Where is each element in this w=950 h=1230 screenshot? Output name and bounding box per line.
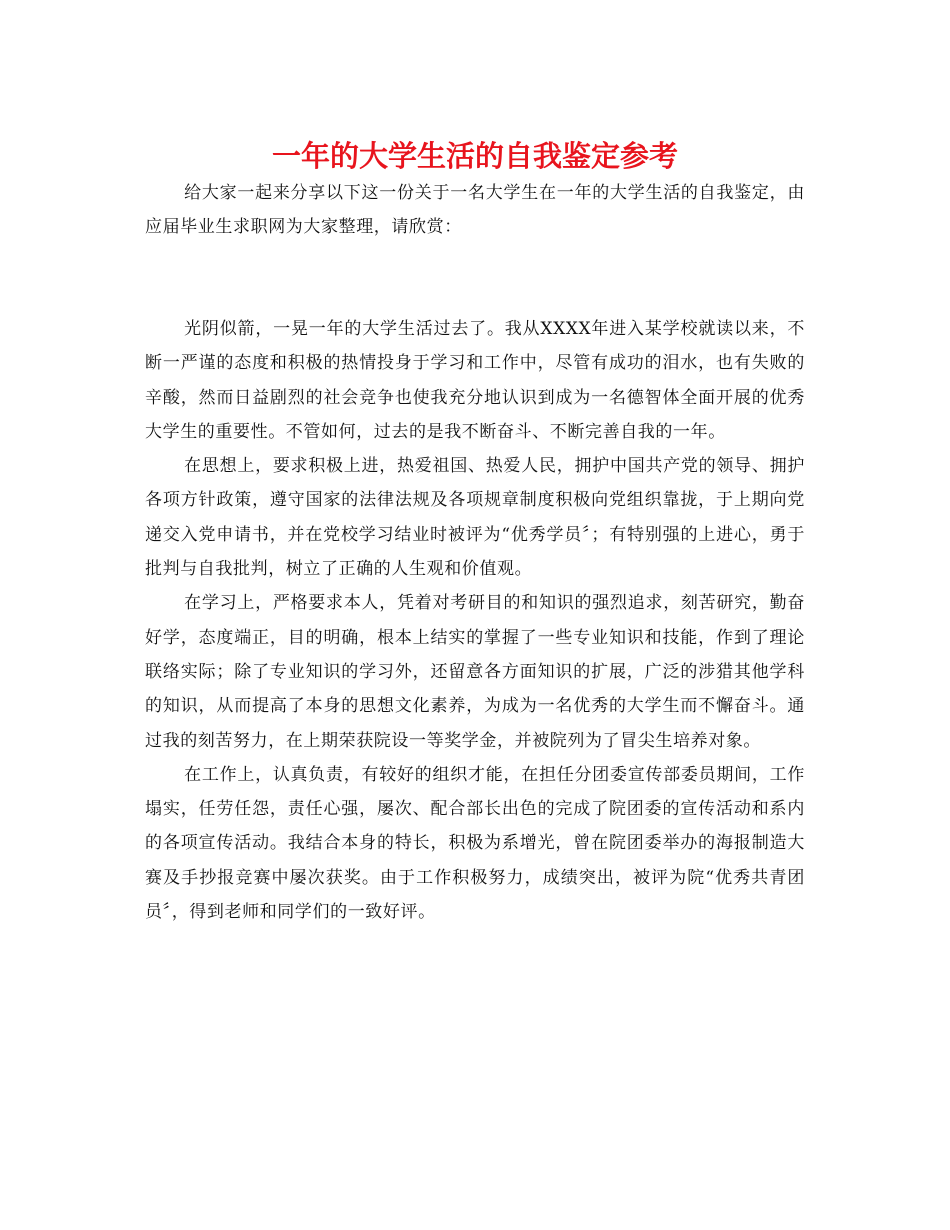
intro-paragraph: 给大家一起来分享以下这一份关于一名大学生在一年的大学生活的自我鉴定，由应届毕业生求职网为大家整理，请欣赏： (145, 183, 805, 238)
paragraph-study: 在学习上，严格要求本人，凭着对考研目的和知识的强烈追求，刻苦研究，勤奋好学，态度端正，目的明确，根本上结实的掌握了一些专业知识和技能，作到了理论联络实际；除了专业知识的学习外，还留意各方面知识的扩展，广泛的涉猎其他学科的知识，从而提高了本身的思想文化素养，为成为一名优秀的大学生而不懈奋斗。通过我的刻苦努力，在上期荣获院设一等奖学金，并被院列为了冒尖生培养对象。 (145, 593, 805, 751)
paragraph-thought: 在思想上，要求积极上进，热爱祖国、热爱人民，拥护中国共产党的领导、拥护各项方针政策，遵守国家的法律法规及各项规章制度积极向党组织靠拢，于上期向党递交入党申请书，并在党校学习结业时被评为“优秀学员〞；有特别强的上进心，勇于批判与自我批判，树立了正确的人生观和价值观。 (145, 456, 805, 580)
paragraph-overview: 光阴似箭，一晃一年的大学生活过去了。我从XXXX年进入某学校就读以来，不断一严谨的态度和积极的热情投身于学习和工作中，尽管有成功的泪水，也有失败的辛酸，然而日益剧烈的社会竞争也使我充分地认识到成为一名德智体全面开展的优秀大学生的重要性。不管如何，过去的是我不断奋斗、不断完善自我的一年。 (145, 319, 805, 442)
document-title: 一年的大学生活的自我鉴定参考 (271, 139, 678, 173)
paragraph-work: 在工作上，认真负责，有较好的组织才能，在担任分团委宣传部委员期间，工作塌实，任劳任怨，责任心强，屡次、配合部长出色的完成了院团委的宣传活动和系内的各项宣传活动。我结合本身的特长，积极为系增光，曾在院团委举办的海报制造大赛及手抄报竞赛中屡次获奖。由于工作积极努力，成绩突出，被评为院“优秀共青团员〞，得到老师和同学们的一致好评。 (145, 764, 805, 923)
main-body (145, 312, 805, 929)
intro-section (145, 176, 805, 245)
